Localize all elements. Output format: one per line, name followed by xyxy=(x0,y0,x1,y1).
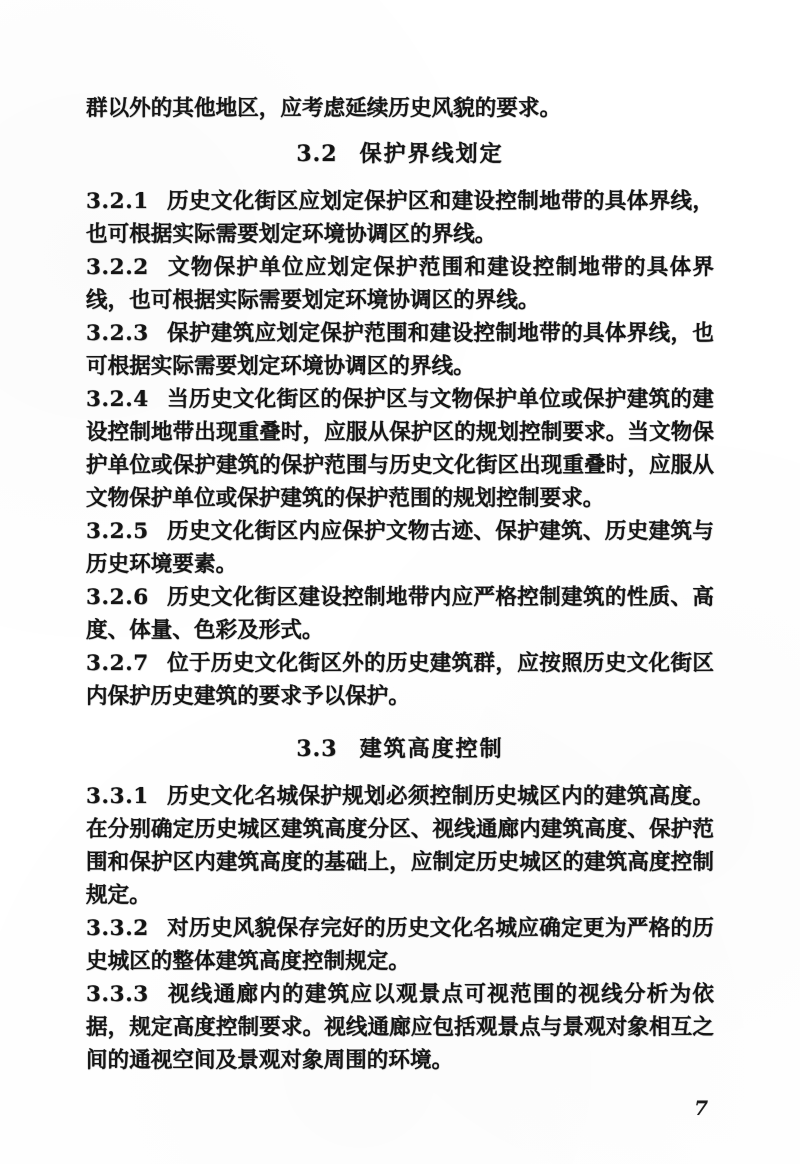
section-heading-3-3 xyxy=(86,733,714,766)
clause-3-2-2 xyxy=(86,251,714,317)
clause-3-3-2 xyxy=(86,912,714,978)
clause-number: 3.2.5 xyxy=(86,519,149,544)
clause-3-2-3 xyxy=(86,317,714,383)
clause-number: 3.2.7 xyxy=(86,651,149,676)
clause-text: 对历史风貌保存完好的历史文化名城应确定更为严格的历史城区的整体建筑高度控制规定。 xyxy=(86,916,714,974)
page-number: 7 xyxy=(694,1096,708,1120)
clause-3-2-6 xyxy=(86,581,714,647)
clause-text: 历史文化街区建设控制地带内应严格控制建筑的性质、高度、体量、色彩及形式。 xyxy=(86,585,714,643)
clause-3-2-1 xyxy=(86,185,714,251)
clause-number: 3.3.2 xyxy=(86,916,149,941)
clause-number: 3.2.4 xyxy=(86,387,149,412)
clause-text: 历史文化街区内应保护文物古迹、保护建筑、历史建筑与历史环境要素。 xyxy=(86,519,714,577)
section-title: 建筑高度控制 xyxy=(359,737,504,762)
page-text-block xyxy=(86,92,714,1077)
clause-3-2-5 xyxy=(86,515,714,581)
clause-text: 视线通廊内的建筑应以观景点可视范围的视线分析为依据，规定高度控制要求。视线通廊应包括观景点与景观对象相互之间的通视空间及景观对象周围的环境。 xyxy=(86,982,714,1073)
section-number: 3.2 xyxy=(296,141,338,167)
section-heading-3-2 xyxy=(86,138,714,171)
clause-text: 当历史文化街区的保护区与文物保护单位或保护建筑的建设控制地带出现重叠时，应服从保护区的规划控制要求。当文物保护单位或保护建筑的保护范围与历史文化街区出现重叠时，应服从文物保护单位或保护建筑的保护范围的规划控制要求。 xyxy=(86,387,714,511)
section-title: 保护界线划定 xyxy=(359,142,504,167)
continued-paragraph: 群以外的其他地区，应考虑延续历史风貌的要求。 xyxy=(86,96,562,121)
clause-3-2-7 xyxy=(86,647,714,713)
clause-text: 历史文化名城保护规划必须控制历史城区内的建筑高度。在分别确定历史城区建筑高度分区、视线通廊内建筑高度、保护范围和保护区内建筑高度的基础上，应制定历史城区的建筑高度控制规定。 xyxy=(86,784,714,908)
clause-3-2-4 xyxy=(86,383,714,515)
section-number: 3.3 xyxy=(296,736,338,762)
clause-number: 3.2.6 xyxy=(86,585,149,610)
clause-number: 3.2.3 xyxy=(86,321,149,346)
clause-number: 3.3.3 xyxy=(86,982,149,1007)
clause-text: 文物保护单位应划定保护范围和建设控制地带的具体界线，也可根据实际需要划定环境协调区的界线。 xyxy=(86,255,714,313)
clause-number: 3.2.1 xyxy=(86,189,149,214)
clause-text: 位于历史文化街区外的历史建筑群，应按照历史文化街区内保护历史建筑的要求予以保护。 xyxy=(86,651,714,709)
clause-number: 3.2.2 xyxy=(86,255,149,280)
clause-3-3-1 xyxy=(86,780,714,912)
clause-3-3-3 xyxy=(86,978,714,1077)
clause-text: 保护建筑应划定保护范围和建设控制地带的具体界线，也可根据实际需要划定环境协调区的界线。 xyxy=(86,321,714,379)
clause-text: 历史文化街区应划定保护区和建设控制地带的具体界线，也可根据实际需要划定环境协调区的界线。 xyxy=(86,189,714,247)
clause-number: 3.3.1 xyxy=(86,784,149,809)
